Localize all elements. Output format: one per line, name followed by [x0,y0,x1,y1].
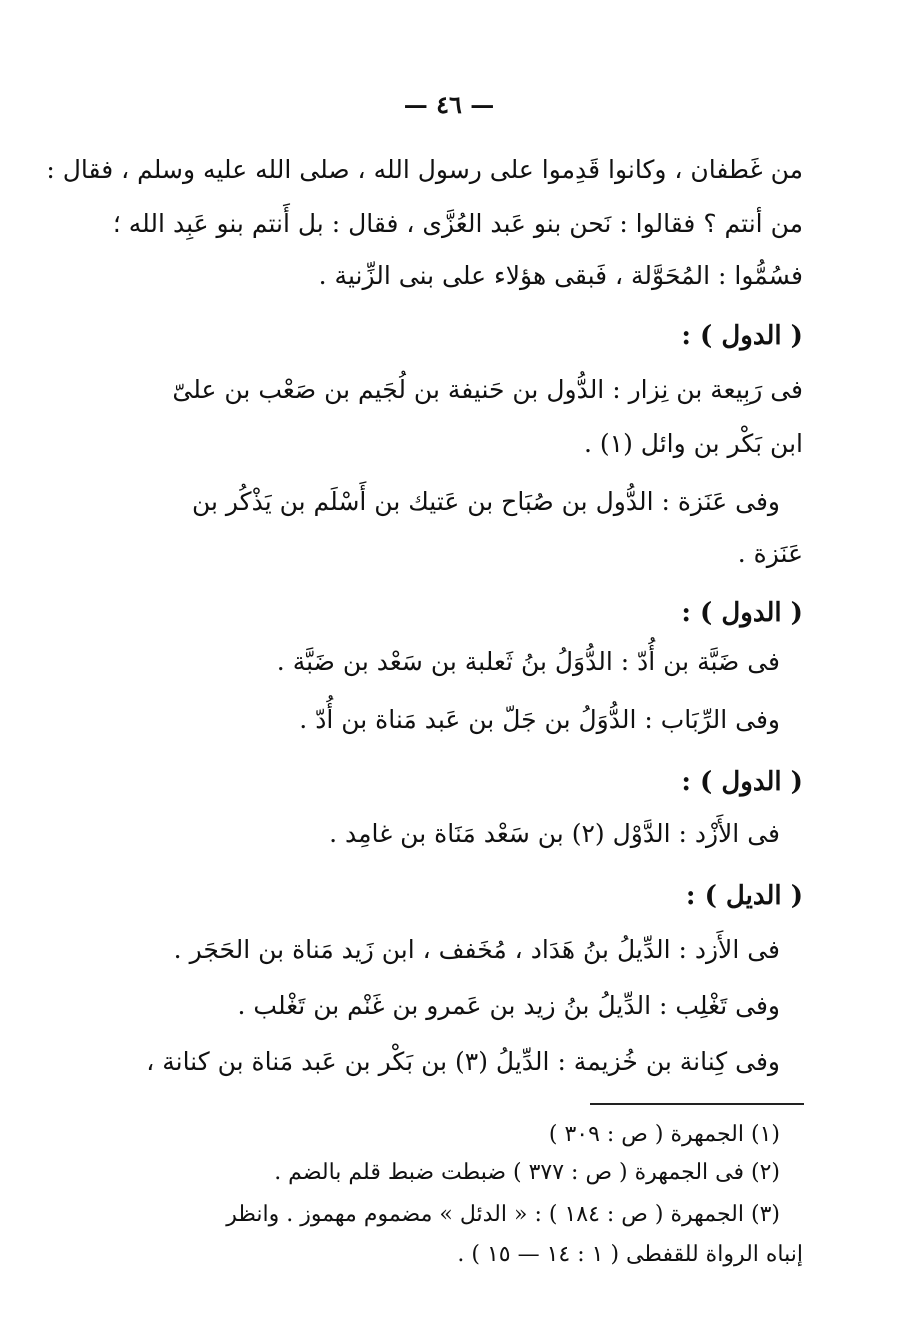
body-line: وفى تَغْلِب : الدِّيلُ بنُ زيد بن عَمرو بن غَنْم بن تَغْلب . [237,991,780,1020]
body-line: فسُمُّوا : المُحَوَّلة ، فَبقى هؤلاء على بنى الزِّنية . [318,261,803,290]
footnote: (٢) فى الجمهرة ( ص : ٣٧٧ ) ضبطت ضبط قلم بالضم . [274,1160,780,1185]
body-line: وفى الرِّبَاب : الدُّوَلُ بن جَلّ بن عَبد مَناة بن أُدّ . [299,705,780,734]
body-line: عَنَزة . [737,539,803,568]
footnote: إنباه الرواة للقفطى ( ١ : ١٤ — ١٥ ) . [457,1242,803,1267]
footnote: (١) الجمهرة ( ص : ٣٠٩ ) [548,1122,780,1147]
page-number: — ٤٦ — [403,90,495,119]
body-line: فى الأَزْد : الدَّوْل (٢) بن سَعْد مَنَاة بن غامِد . [329,819,780,848]
footnote-separator [590,1103,804,1105]
section-heading: ( الديل ) : [685,881,803,911]
body-line: فى الأَزد : الدِّيلُ بنُ هَدَاد ، مُخَفف ، ابن زَيد مَناة بن الحَجَر . [173,935,780,964]
section-heading: ( الدول ) : [681,598,803,628]
body-line: ابن بَكْر بن وائل (١) . [583,429,803,458]
body-line: من أنتم ؟ فقالوا : نَحن بنو عَبد العُزَّى ، فقال : بل أَنتم بنو عَبِد الله ؛ [112,209,803,238]
body-line: وفى عَنَزة : الدُّول بن صُبَاح بن عَتيك بن أَسْلَم بن يَذْكُر بن [191,487,780,516]
body-line: فى رَبِيعة بن نِزار : الدُّول بن حَنيفة بن لُجَيم بن صَعْب بن علىّ [172,375,803,404]
footnote: (٣) الجمهرة ( ص : ١٨٤ ) : « الدئل » مضموم مهموز . وانظر [226,1202,780,1227]
body-line: من غَطفان ، وكانوا قَدِموا على رسول الله ، صلى الله عليه وسلم ، فقال : [46,155,803,184]
body-line: فى ضَبَّة بن أُدّ : الدُّوَلُ بنُ ثَعلبة بن سَعْد بن ضَبَّة . [276,647,780,676]
section-heading: ( الدول ) : [681,321,803,351]
section-heading: ( الدول ) : [681,767,803,797]
body-line: وفى كِنانة بن خُزيمة : الدِّيلُ (٣) بن بَكْر بن عَبد مَناة بن كنانة ، [146,1047,780,1076]
